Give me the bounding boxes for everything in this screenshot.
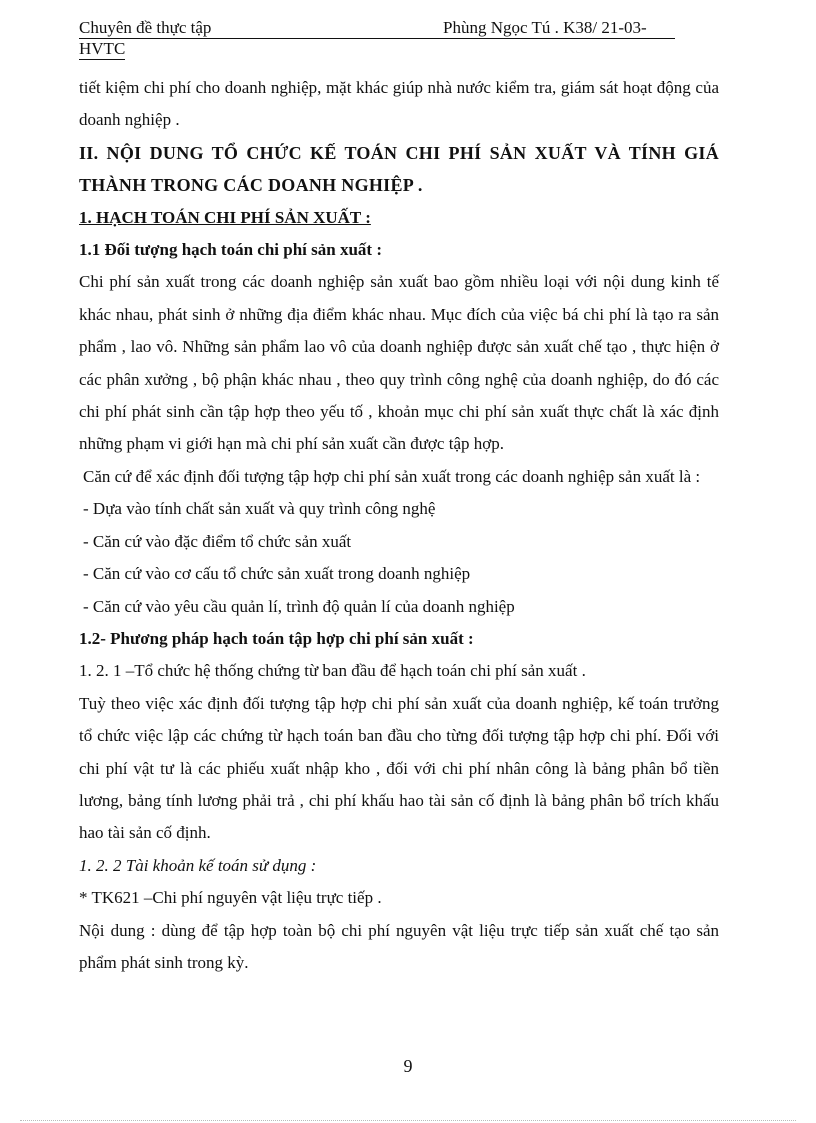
subheading-1-2-2: 1. 2. 2 Tài khoản kế toán sử dụng : bbox=[79, 855, 317, 875]
paragraph-tk621-content: Nội dung : dùng để tập hợp toàn bộ chi phí nguyên vật liệu trực tiếp sản xuất chế tạo sản phẩm phát sinh trong kỳ. bbox=[79, 920, 719, 972]
paragraph-documents: Tuỳ theo việc xác định đối tượng tập hợp chi phí sản xuất của doanh nghiệp, kế toán trưởng tổ chức việc lập các chứng từ hạch toán ban đầu cho từng đối tượng tập hợp chi phí. Đối với chi phí vật tư là các phiếu xuất nhập kho , đối với chi phí nhân công là bảng phân bổ tiền lương, bảng tính lương phải trả , chi phí khấu hao tài sản cố định là bảng phân bổ trích khấu hao tài sản cố định. bbox=[79, 693, 719, 843]
header-line bbox=[79, 18, 675, 39]
section-heading-ii: II. NỘI DUNG TỔ CHỨC KẾ TOÁN CHI PHÍ SẢN XUẤT VÀ TÍNH GIÁ THÀNH TRONG CÁC DOANH NGHIỆP . bbox=[79, 142, 719, 196]
section-heading-1: 1. HẠCH TOÁN CHI PHÍ SẢN XUẤT : bbox=[79, 207, 371, 227]
account-tk621: * TK621 –Chi phí nguyên vật liệu trực tiếp . bbox=[79, 888, 382, 908]
page-bottom-divider bbox=[20, 1120, 796, 1121]
header-right: Phùng Ngọc Tú . K38/ 21-03- bbox=[443, 18, 647, 37]
page-content bbox=[79, 72, 719, 979]
paragraph-intro: tiết kiệm chi phí cho doanh nghiệp, mặt khác giúp nhà nước kiểm tra, giám sát hoạt động của doanh nghiệp . bbox=[79, 78, 719, 130]
section-heading-1-2: 1.2- Phương pháp hạch toán tập hợp chi phí sản xuất : bbox=[79, 628, 474, 648]
heading-1-1-number: 1.1 bbox=[79, 240, 101, 260]
subheading-1-2-1: 1. 2. 1 –Tổ chức hệ thống chứng từ ban đầu để hạch toán chi phí sản xuất . bbox=[79, 661, 586, 681]
page-number: 9 bbox=[403, 1056, 413, 1076]
page-header bbox=[79, 18, 679, 60]
list-item: - Căn cứ vào đặc điểm tổ chức sản xuất bbox=[83, 531, 352, 551]
heading-1-1-text: Đối tượng hạch toán chi phí sản xuất : bbox=[104, 240, 383, 260]
paragraph-basis: Căn cứ để xác định đối tượng tập hợp chi phí sản xuất trong các doanh nghiệp sản xuất là : bbox=[83, 466, 701, 486]
list-item: - Dựa vào tính chất sản xuất và quy trình công nghệ bbox=[83, 499, 436, 519]
list-item: - Căn cứ vào yêu cầu quản lí, trình độ quản lí của doanh nghiệp bbox=[83, 596, 515, 616]
list-item: - Căn cứ vào cơ cấu tổ chức sản xuất trong doanh nghiệp bbox=[83, 564, 471, 584]
header-continuation: HVTC bbox=[79, 39, 126, 58]
paragraph-production-costs: Chi phí sản xuất trong các doanh nghiệp sản xuất bao gồm nhiều loại với nội dung kinh tế khác nhau, phát sinh ở những địa điểm khác nhau. Mục đích của việc bá chi phí là tạo ra sản phẩm , lao vô. Những sản phẩm lao vô của doanh nghiệp được sản xuất chế tạo , thực hiện ở các phân xưởng , bộ phận khác nhau , theo quy trình công nghệ của doanh nghiệp, do đó các chi phí phát sinh cần tập hợp theo yếu tố , khoản mục chi phí sản xuất thực chất là xác định những phạm vi giới hạn mà chi phí sản xuất cần được tập hợp. bbox=[79, 272, 719, 454]
section-heading-1-1 bbox=[79, 234, 719, 266]
header-left: Chuyên đề thực tập bbox=[79, 18, 212, 37]
